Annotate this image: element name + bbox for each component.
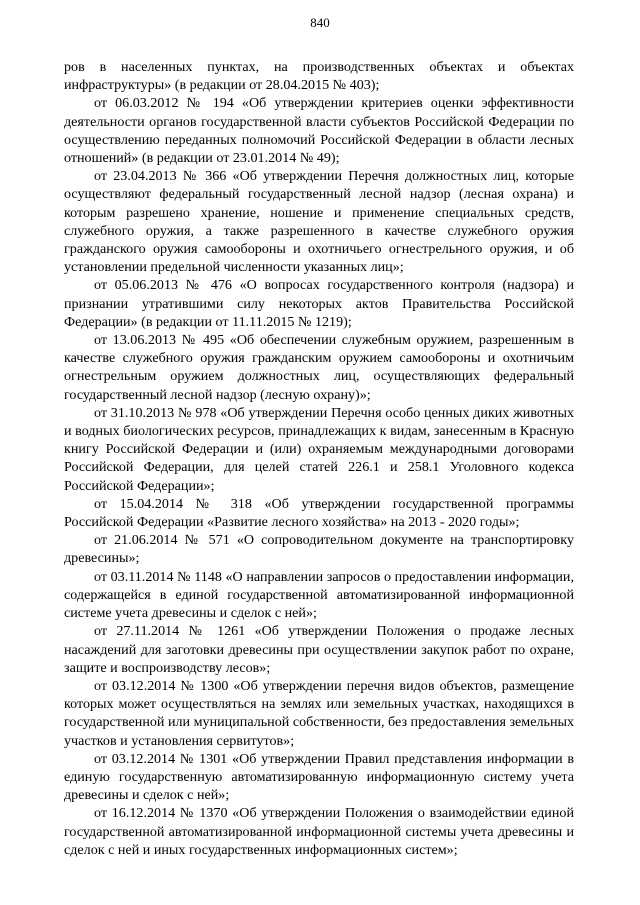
paragraph-decree-571: от 21.06.2014 № 571 «О сопроводительном документе на транспортировку древесины»; bbox=[64, 532, 574, 567]
paragraph-decree-476: от 05.06.2013 № 476 «О вопросах государственного контроля (надзора) и признании утратившими силу некоторых актов Правительства Российской Федерации» (в редакции от 11.11.2015 № 1219); bbox=[64, 277, 574, 330]
page-number: 840 bbox=[310, 15, 330, 30]
paragraph-decree-495: от 13.06.2013 № 495 «Об обеспечении служебным оружием, разрешенным в качестве служебного оружия гражданским оружием самообороны и охотничьим огнестрельным оружием должностных лиц, осуществляющих федеральный государственный лесной надзор (лесную охрану)»; bbox=[64, 332, 574, 403]
paragraph-decree-1370: от 16.12.2014 № 1370 «Об утверждении Положения о взаимодействии единой государственной автоматизированной информационной системы учета древесины и сделок с ней и иных государственных информационных систем»; bbox=[64, 805, 574, 858]
paragraph-continuation: ров в населенных пунктах, на производственных объектах и объектах инфраструктуры» (в редакции от 28.04.2015 № 403); bbox=[64, 59, 574, 94]
paragraph-decree-1301: от 03.12.2014 № 1301 «Об утверждении Правил представления информации в единую государственную автоматизированную информационную систему учета древесины и сделок с ней»; bbox=[64, 750, 574, 804]
paragraph-decree-194: от 06.03.2012 № 194 «Об утверждении критериев оценки эффективности деятельности органов государственной власти субъектов Российской Федерации по осуществлению переданных полномочий Российской Федерации в области лесных отношений» (в редакции от 23.01.2014 № 49); bbox=[64, 95, 574, 167]
paragraph-decree-1148: от 03.11.2014 № 1148 «О направлении запросов о предоставлении информации, содержащейся в единой государственной автоматизированной информационной системе учета древесины и сделок с ней»; bbox=[64, 568, 574, 622]
paragraph-decree-366: от 23.04.2013 № 366 «Об утверждении Перечня должностных лиц, которые осуществляют федеральный государственный лесной надзор (лесная охрана) и которым разрешено хранение, ношение и применение специальных средств, служебного оружия, а также разрешенного в качестве служебного оружия гражданского оружия самообороны и охотничьего огнестрельного оружия, и об установлении предельной численности указанных лиц»; bbox=[64, 168, 574, 276]
paragraph-decree-1261: от 27.11.2014 № 1261 «Об утверждении Положения о продаже лесных насаждений для заготовки древесины при осуществлении закупок работ по охране, защите и воспроизводству лесов»; bbox=[64, 623, 574, 676]
paragraph-decree-978: от 31.10.2013 № 978 «Об утверждении Перечня особо ценных диких животных и водных биологических ресурсов, принадлежащих к видам, занесенным в Красную книгу Российской Федерации и (или) охраняемым международными договорами Российской Федерации, для целей статей 226.1 и 258.1 Уголовного кодекса Российской Федерации»; bbox=[64, 404, 574, 494]
paragraph-decree-318: от 15.04.2014 № 318 «Об утверждении государственной программы Российской Федерации «Развитие лесного хозяйства» на 2013 - 2020 годы»; bbox=[64, 495, 574, 531]
body-text bbox=[64, 58, 574, 859]
paragraph-decree-1300: от 03.12.2014 № 1300 «Об утверждении перечня видов объектов, размещение которых может осуществляться на землях или земельных участках, находящихся в государственной или муниципальной собственности, без предоставления земельных участков и установления сервитутов»; bbox=[64, 677, 574, 749]
